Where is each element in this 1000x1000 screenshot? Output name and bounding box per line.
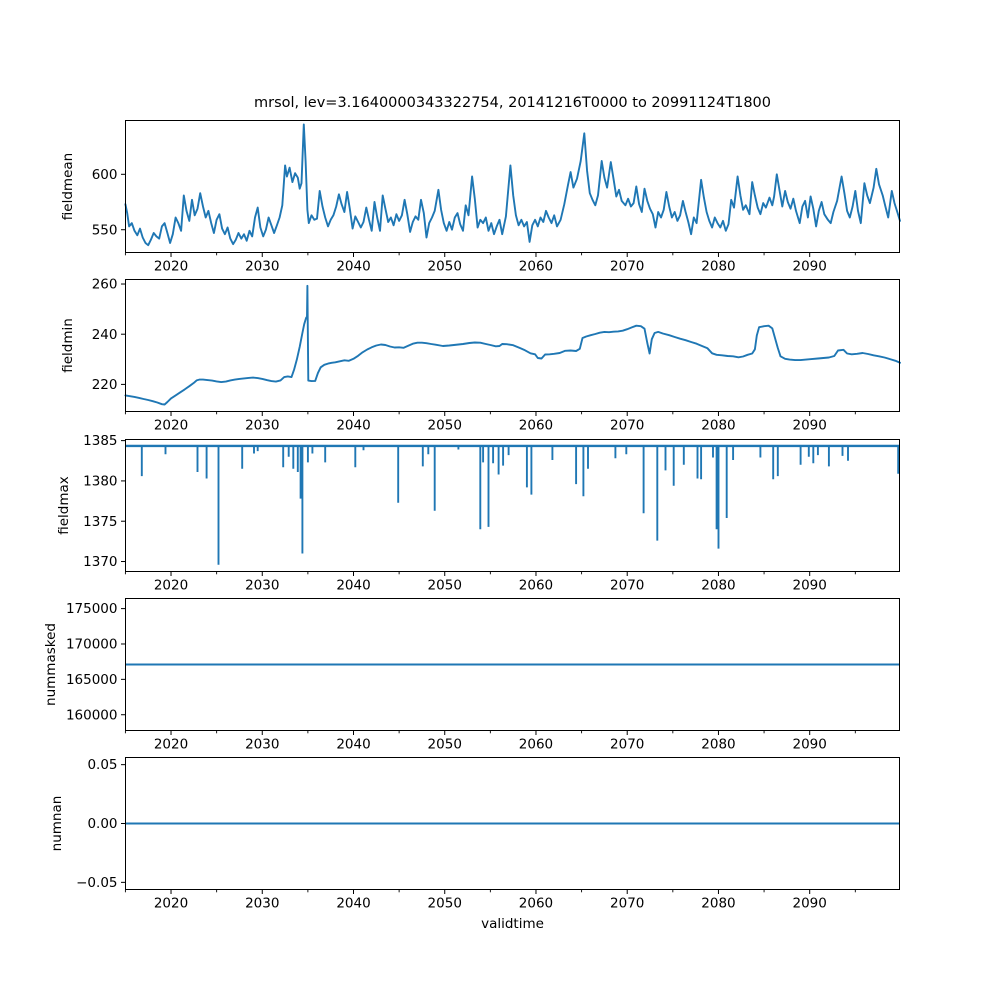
x-tick-label: 2020 (153, 417, 189, 434)
x-axis-label: validtime (481, 916, 544, 932)
x-tick-label: 2060 (518, 577, 554, 594)
y-tick-label: 220 (91, 376, 118, 393)
subplot-fieldmin (60, 276, 900, 434)
y-tick-label: 600 (91, 166, 118, 183)
nummasked-ylabel: nummasked (43, 623, 59, 706)
x-tick-label: 2070 (610, 417, 645, 434)
x-tick-label: 2060 (518, 258, 554, 275)
y-tick-label: 1370 (83, 554, 118, 571)
subplot-fieldmean (60, 120, 900, 275)
fieldmean-line (125, 124, 900, 245)
x-tick-label: 2050 (427, 895, 462, 912)
x-tick-label: 2020 (153, 895, 189, 912)
x-tick-label: 2030 (245, 258, 280, 275)
y-tick-label: 170000 (65, 636, 118, 653)
subplot-numnan (49, 757, 900, 912)
x-tick-label: 2090 (792, 577, 827, 594)
x-tick-label: 2030 (245, 577, 280, 594)
y-tick-label: 1385 (83, 433, 118, 450)
y-tick-label: 165000 (65, 671, 118, 688)
x-tick-label: 2030 (245, 895, 280, 912)
x-tick-label: 2070 (610, 895, 645, 912)
x-tick-label: 2070 (610, 577, 645, 594)
y-tick-label: 1375 (83, 513, 118, 530)
x-tick-label: 2090 (792, 258, 827, 275)
x-tick-label: 2060 (518, 895, 554, 912)
x-tick-label: 2090 (792, 417, 827, 434)
x-tick-label: 2040 (336, 895, 371, 912)
x-tick-label: 2090 (792, 736, 827, 753)
x-tick-label: 2020 (153, 577, 189, 594)
y-tick-label: 550 (91, 222, 118, 239)
subplot-nummasked (43, 598, 900, 753)
x-tick-label: 2020 (153, 258, 189, 275)
x-tick-label: 2070 (610, 736, 645, 753)
x-tick-label: 2080 (701, 417, 736, 434)
x-tick-label: 2050 (427, 577, 462, 594)
fieldmax-spikes (142, 446, 898, 565)
y-tick-label: 0.05 (87, 757, 118, 774)
x-tick-label: 2050 (427, 417, 462, 434)
x-tick-label: 2030 (245, 417, 280, 434)
x-tick-label: 2090 (792, 895, 827, 912)
fieldmean-ylabel: fieldmean (60, 152, 76, 221)
chart-title: mrsol, lev=3.1640000343322754, 20141216T0000 to 20991124T1800 (254, 95, 771, 111)
x-tick-label: 2040 (336, 417, 371, 434)
y-tick-label: 240 (91, 326, 118, 343)
x-tick-label: 2040 (336, 258, 371, 275)
y-tick-label: 260 (91, 276, 118, 293)
numnan-ylabel: numnan (49, 795, 65, 852)
x-tick-label: 2080 (701, 258, 736, 275)
x-tick-label: 2050 (427, 736, 462, 753)
x-tick-label: 2030 (245, 736, 280, 753)
x-tick-label: 2060 (518, 736, 554, 753)
fieldmax-ylabel: fieldmax (56, 476, 72, 535)
y-tick-label: 0.00 (87, 816, 118, 833)
y-tick-label: 1380 (83, 473, 118, 490)
y-tick-label: −0.05 (76, 874, 118, 891)
y-tick-label: 175000 (65, 601, 118, 618)
x-tick-label: 2040 (336, 577, 371, 594)
x-tick-label: 2060 (518, 417, 554, 434)
x-tick-label: 2050 (427, 258, 462, 275)
x-tick-label: 2080 (701, 577, 736, 594)
x-tick-label: 2020 (153, 736, 189, 753)
subplot-fieldmax (56, 433, 900, 594)
fieldmin-ylabel: fieldmin (60, 318, 76, 373)
x-tick-label: 2080 (701, 736, 736, 753)
x-tick-label: 2070 (610, 258, 645, 275)
x-tick-label: 2040 (336, 736, 371, 753)
fieldmin-line (125, 286, 900, 405)
y-tick-label: 160000 (65, 707, 118, 724)
x-tick-label: 2080 (701, 895, 736, 912)
